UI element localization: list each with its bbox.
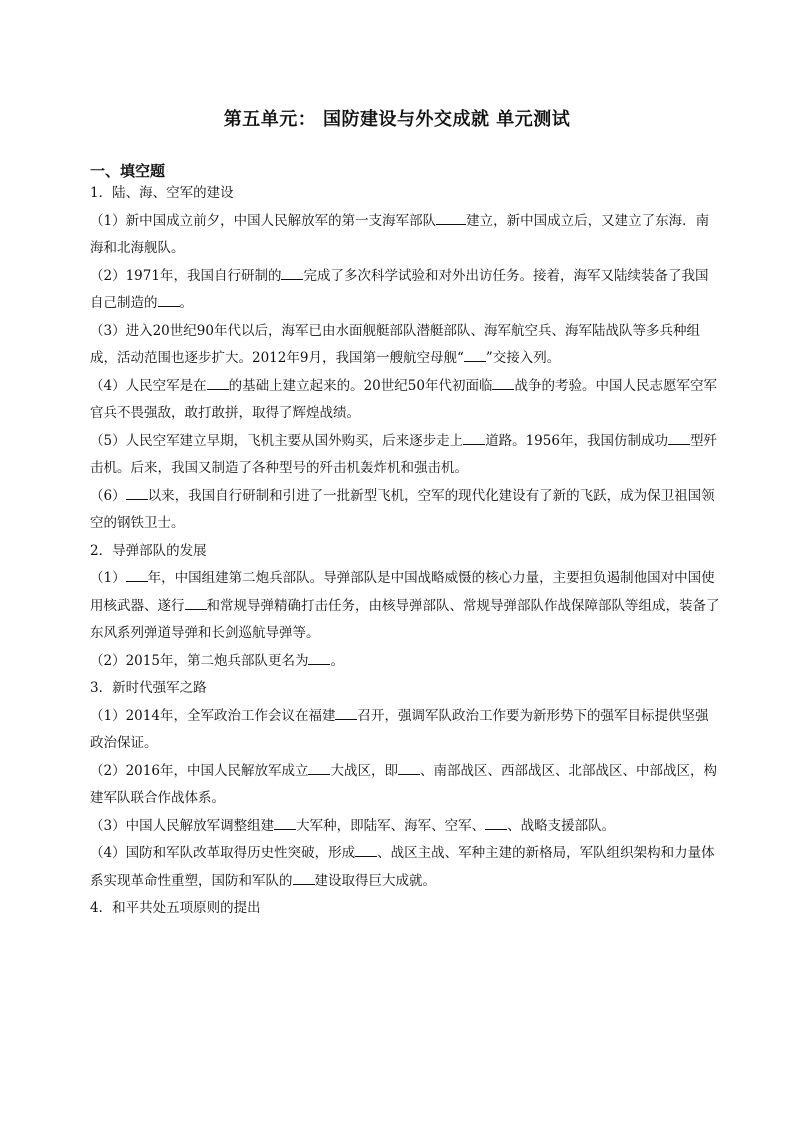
text-segment: 的基础上建立起来的。20世纪50年代初面临	[228, 377, 493, 394]
text-segment: （4）人民空军是在	[90, 377, 207, 394]
text-segment: 、战区主战、军种主建的新格局，军队组织架构和力量体系实现革命性重塑，国防和军队的	[90, 845, 715, 889]
question-1-part-4	[90, 373, 720, 428]
question-1-part-5	[90, 428, 720, 483]
text-segment: 以来，我国自行研制和引进了一批新型飞机，空军的现代化建设有了新的飞跃，成为保卫祖国领空的钢铁卫士。	[90, 487, 715, 531]
text-segment: 建设取得巨大成就。	[314, 872, 436, 889]
text-segment: 。	[330, 652, 344, 669]
question-2-heading: 2．导弹部队的发展	[90, 542, 207, 559]
question-1-heading: 1．陆、海、空军的建设	[90, 185, 234, 201]
text-segment: 大战区，即	[330, 762, 398, 779]
question-1-part-3	[90, 318, 720, 373]
answer-blank[interactable]	[126, 567, 148, 582]
text-segment: （3）进入20世纪90年代以后，海军已由水面舰艇部队潜艇部队、海军航空兵、海军陆战队等多兵种组成，活动范围也逐步扩大。2012年9月，我国第一艘航空母舰“	[90, 322, 700, 366]
answer-blank[interactable]	[492, 375, 514, 390]
answer-blank[interactable]	[463, 430, 485, 445]
answer-blank[interactable]	[308, 650, 330, 665]
text-segment: 型歼击机。后来，我国又制造了各种型号的歼击机轰炸机和强击机。	[90, 432, 717, 476]
answer-blank[interactable]	[293, 870, 315, 885]
answer-blank[interactable]	[398, 760, 420, 775]
question-3-part-2	[90, 758, 720, 813]
question-3-part-1	[90, 703, 720, 758]
text-segment: 。	[179, 295, 193, 311]
text-segment: （3）中国人民解放军调整组建	[90, 817, 275, 834]
question-3-part-3	[90, 813, 720, 841]
answer-blank[interactable]	[668, 430, 690, 445]
question-2-part-1	[90, 565, 720, 648]
answer-blank[interactable]	[308, 760, 330, 775]
text-segment: 道路。1956年，我国仿制成功	[485, 432, 668, 449]
answer-blank[interactable]	[464, 347, 486, 362]
text-segment: 、南部战区、西部战区、北部战区、中部战区，构建军队联合作战体系。	[90, 762, 717, 806]
text-segment: 战争的考验。中国人民志愿军空军官兵不畏强敌，敢打敢拼，取得了辉煌战绩。	[90, 377, 717, 421]
text-segment: （4）国防和军队改革取得历史性突破，形成	[90, 845, 356, 861]
text-segment: （2）2016年，中国人民解放军成立	[90, 762, 309, 779]
answer-blank[interactable]	[126, 485, 148, 500]
text-segment: （1）新中国成立前夕，中国人民解放军的第一支海军部队	[90, 212, 437, 229]
text-segment: ”交接入列。	[485, 350, 561, 366]
page-title: 第五单元： 国防建设与外交成就 单元测试	[223, 109, 571, 130]
question-1-part-1	[90, 208, 720, 263]
answer-blank[interactable]	[207, 375, 229, 390]
document-body	[90, 180, 720, 923]
text-segment: 完成了多次科学试验和对外出访任务。接着，海军又陆续装备了我国自己制造的	[90, 267, 709, 311]
question-2-part-2	[90, 648, 720, 676]
question-3-heading: 3．新时代强军之路	[90, 680, 207, 696]
question-1-part-2	[90, 263, 720, 318]
answer-blank[interactable]	[485, 815, 507, 830]
answer-blank[interactable]	[274, 815, 296, 830]
text-segment: （2）2015年，第二炮兵部队更名为	[90, 652, 309, 669]
text-segment: 大军种，即陆军、海军、空军、	[296, 817, 486, 834]
question-4-heading: 4．和平共处五项原则的提出	[90, 900, 261, 916]
section-heading: 一、填空题	[90, 162, 166, 180]
answer-blank[interactable]	[335, 705, 357, 720]
text-segment: （6）	[90, 487, 126, 504]
text-segment: （5）人民空军建立早期，飞机主要从国外购买，后来逐步走上	[90, 432, 464, 449]
text-segment: （2）1971年，我国自行研制的	[90, 267, 282, 284]
answer-blank[interactable]	[355, 842, 377, 857]
question-1-part-6	[90, 483, 720, 538]
answer-blank[interactable]	[158, 292, 180, 307]
text-segment: 年，中国组建第二炮兵部队。导弹部队是中国战略威慑的核心力量，主要担负遏制他国对中国使用核武器、遂行	[90, 570, 715, 614]
answer-blank[interactable]	[436, 210, 466, 225]
text-segment: （1）2014年，全军政治工作会议在福建	[90, 707, 336, 724]
text-segment: 、战略支援部队。	[507, 817, 616, 834]
text-segment: 建立，新中国成立后，又建立了东海．南海和北海舰队。	[90, 212, 710, 256]
text-segment: 和常规导弹精确打击任务，由核导弹部队、常规导弹部队作战保障部队等组成，装备了东风系列弹道导弹和长剑巡航导弹等。	[90, 597, 720, 641]
text-segment: （1）	[90, 570, 126, 586]
question-3-part-4	[90, 840, 720, 895]
answer-blank[interactable]	[281, 265, 303, 280]
text-segment: 召开，强调军队政治工作要为新形势下的强军目标提供坚强政治保证。	[90, 707, 709, 751]
answer-blank[interactable]	[185, 595, 207, 610]
